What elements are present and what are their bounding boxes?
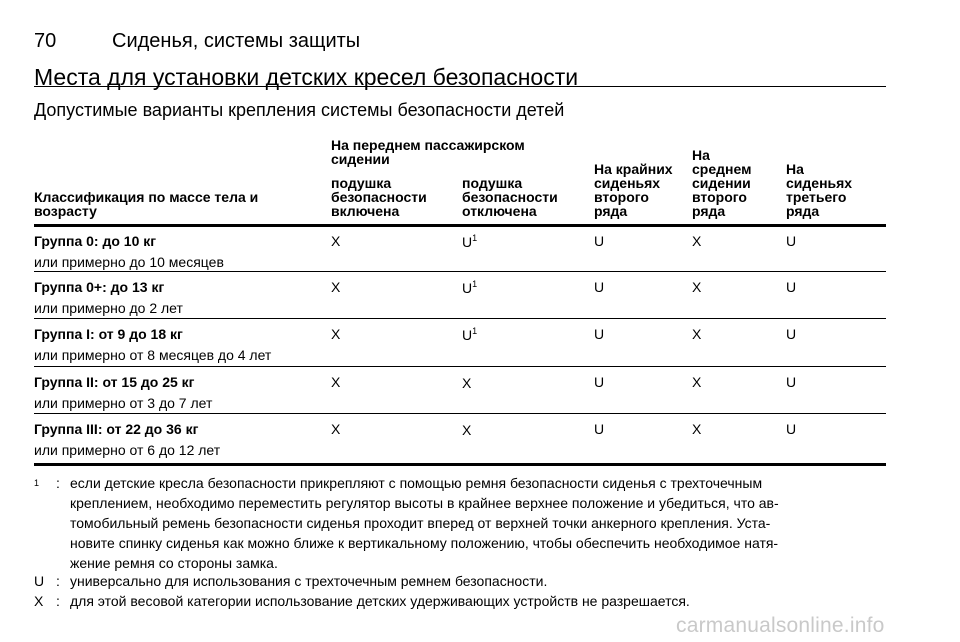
cell-airbag-on: X [331,326,341,342]
cell-third-row: U [786,233,797,249]
page-title: Места для установки детских кресел безопасности [34,64,579,90]
legend-not-allowed [34,591,886,611]
cell-airbag-off: X [462,375,472,391]
legend-mark: U [34,573,45,589]
cell-airbag-on: X [331,279,341,295]
cell-third-row: U [786,279,797,295]
table-row [34,367,886,417]
legend-colon: : [56,593,60,609]
watermark-text: carmanualsonline.info [676,614,885,637]
cell-airbag-off: $U^1$ [462,233,478,250]
cell-second-row-outer: U [594,326,605,342]
col-front-seat-header: На переднем пассажирском сидении [331,137,525,167]
age-range: или примерно от 3 до 7 лет [34,395,213,411]
legend-text: для этой весовой категории использование детских удерживающих устройств не разрешается. [70,593,690,609]
table-row [34,272,886,322]
cell-airbag-on: X [331,233,341,249]
cell-airbag-off: $U^1$ [462,279,478,296]
legend-colon: : [56,573,60,589]
table-bottom-rule [34,463,886,466]
weight-group: Группа II: от 15 до 25 кг [34,374,195,390]
weight-group: Группа 0: до 10 кг [34,233,157,249]
cell-airbag-off: X [462,422,472,438]
cell-second-row-center: X [692,374,702,390]
col-second-row-center-header: На среднем сидении второго ряда [692,147,752,219]
age-range: или примерно до 2 лет [34,300,183,316]
weight-group: Группа III: от 22 до 36 кг [34,421,199,437]
footnote-ref: 1 [472,279,478,289]
col-classification-header: Классификация по массе тела и возрасту [34,189,259,219]
footnote-mark: 1 [34,478,40,488]
col-second-row-outer-header: На крайних сиденьях второго ряда [594,161,673,219]
cell-airbag-on: X [331,374,341,390]
cell-second-row-center: X [692,421,702,437]
cell-second-row-outer: U [594,279,605,295]
legend-universal [34,571,886,591]
col-airbag-off-header: подушка безопасности отключена [462,175,558,219]
cell-second-row-outer: U [594,374,605,390]
section-name: Сиденья, системы защиты [112,30,361,52]
footnote-colon: : [56,475,60,491]
footnote-ref: 1 [472,326,478,336]
age-range: или примерно до 10 месяцев [34,254,224,270]
cell-third-row: U [786,374,797,390]
age-range: или примерно от 6 до 12 лет [34,442,221,458]
cell-third-row: U [786,421,797,437]
table-row [34,414,886,464]
footnote-1 [34,473,886,573]
cell-second-row-outer: U [594,233,605,249]
col-airbag-on-header: подушка безопасности включена [331,175,427,219]
age-range: или примерно от 8 месяцев до 4 лет [34,347,272,363]
footnote-text: если детские кресла безопасности прикрепляют с помощью ремня безопасности сиденья с трехточечным креплением, необходимо переместить регулятор высоты в крайнее верхнее положение и убедиться, что ав- томобильный ремень безопасности сиденья проходит вперед от верхней точки анкерного крепления. Уста- новите спинку сиденья как можно ближе к вертикальному положению, чтобы обеспечить необходимое натя- жение ремня со стороны замка. [70,475,779,571]
legend-text: универсально для использования с трехточечным ремнем безопасности. [70,573,548,589]
weight-group: Группа I: от 9 до 18 кг [34,326,183,342]
footnote-ref: 1 [472,233,478,243]
table-title: Допустимые варианты крепления системы безопасности детей [34,100,565,120]
manual-page [34,0,886,642]
col-third-row-header: На сиденьях третьего ряда [786,161,853,219]
legend-mark: X [34,593,44,609]
table-row [34,319,886,369]
cell-airbag-on: X [331,421,341,437]
weight-group: Группа 0+: до 13 кг [34,279,165,295]
cell-third-row: U [786,326,797,342]
page-number: 70 [34,30,57,52]
cell-second-row-center: X [692,233,702,249]
cell-second-row-center: X [692,279,702,295]
running-header [34,30,886,58]
cell-second-row-outer: U [594,421,605,437]
cell-second-row-center: X [692,326,702,342]
cell-airbag-off: $U^1$ [462,326,478,343]
table-row [34,226,886,276]
